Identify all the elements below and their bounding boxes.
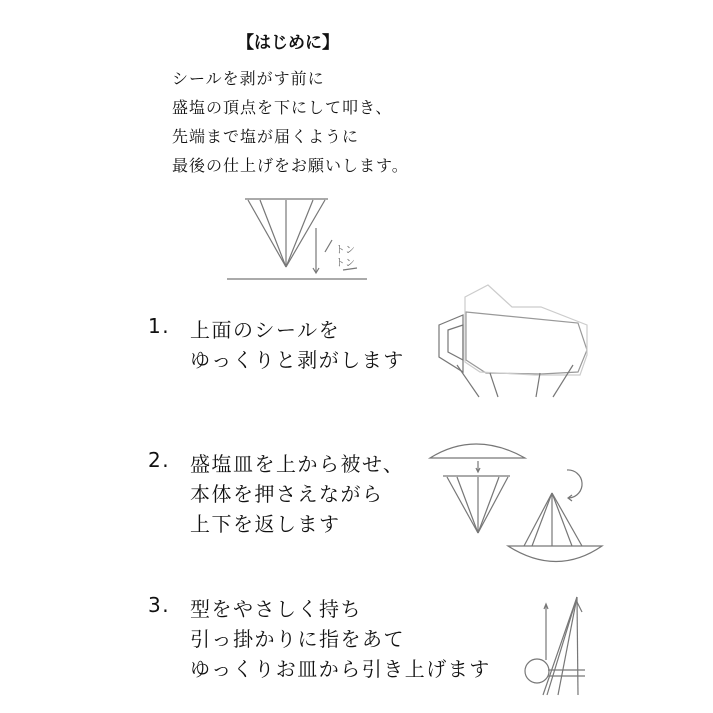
step-1-line: 上面のシールを (190, 318, 341, 342)
intro-line: 盛塩の頂点を下にして叩き、 (172, 98, 393, 117)
finger-hold-circle (525, 659, 549, 683)
step-2-line: 盛塩皿を上から被せ、 (190, 452, 405, 476)
step-2-line: 本体を押さえながら (190, 482, 384, 506)
step-3-number: 3. (148, 593, 171, 617)
peel-seal-illustration (439, 285, 587, 397)
tap-label: トン (335, 258, 355, 269)
step-2-number: 2. (148, 448, 171, 472)
flip-plate-illustration (430, 444, 602, 562)
tap-cone-illustration (227, 199, 367, 279)
step-1-line: ゆっくりと剥がします (190, 348, 405, 372)
step-3-line: 引っ掛かりに指をあて (190, 627, 405, 651)
tap-label: トン (335, 245, 355, 256)
step-2-line: 上下を返します (190, 512, 341, 536)
page-title: 【はじめに】 (237, 33, 339, 53)
rotate-arrow-icon (567, 470, 582, 498)
step-3-line: 型をやさしく持ち (190, 597, 362, 621)
intro-line: シールを剥がす前に (172, 69, 325, 88)
lift-mold-illustration (525, 597, 585, 695)
step-1-number: 1. (148, 314, 171, 338)
intro-line: 先端まで塩が届くように (172, 127, 360, 146)
intro-line: 最後の仕上げをお願いします。 (172, 156, 409, 175)
step-3-line: ゆっくりお皿から引き上げます (190, 657, 491, 681)
